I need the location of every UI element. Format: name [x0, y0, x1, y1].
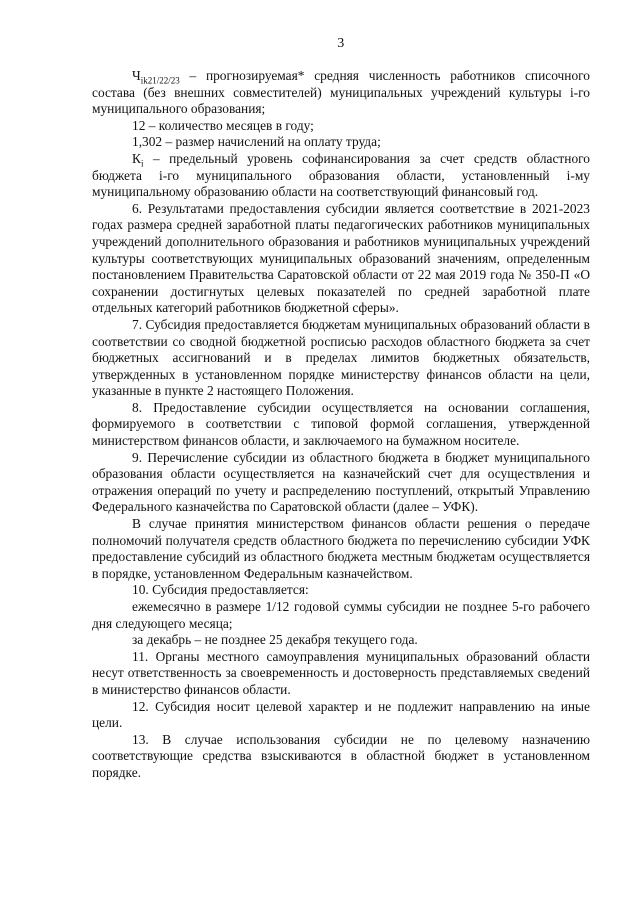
definition-months: 12 – количество месяцев в году; — [132, 117, 314, 133]
paragraph-12: 12. Субсидия носит целевой характер и не подлежит направлению на иные цели. — [92, 698, 590, 731]
paragraph-9: 9. Перечисление субсидии из областного бюджета в бюджет муниципального образования области осуществляется на казначейский счет для осуществления и отражения операций по учету и распределению поступлений, открытый Управлению Федерального казначейства по Саратовской области (далее – УФК). — [92, 449, 590, 515]
paragraph-11: 11. Органы местного самоуправления муниципальных образований области несут ответственность за своевременность и достоверность представляемых сведений в министерство финансов области. — [92, 648, 590, 697]
paragraph-10: 10. Субсидия предоставляется: — [132, 582, 309, 598]
paragraph-8: 8. Предоставление субсидии осуществляется на основании соглашения, формируемого в соответствии с типовой формой соглашения, утвержденной министерством финансов области, и заключаемого на бумажном носителе. — [92, 399, 590, 449]
document-body — [92, 68, 590, 782]
ki-symbol: К — [132, 150, 141, 166]
paragraph-7: 7. Субсидия предоставляется бюджетам муниципальных образований области в соответствии со сводной бюджетной росписью расходов областного бюджета за счет бюджетных ассигнований и в пределах лимитов бюджетных обязательств, утвержденных в установленном порядке министерству финансов области на цели, указанные в пункте 2 настоящего Положения. — [92, 316, 590, 399]
chk-symbol: Ч — [132, 68, 141, 83]
ki-subscript: i — [140, 158, 144, 169]
definition-chk — [92, 68, 590, 118]
paragraph-10-monthly: ежемесячно в размере 1/12 годовой суммы субсидии не позднее 5-го рабочего дня следующего месяца; — [92, 599, 590, 631]
chk-text: – прогнозируемая* средняя численность работников списочного состава (без внешних совместителей) муниципальных учреждений культуры i-го муниципального образования; — [92, 68, 590, 117]
paragraph-10-december: за декабрь – не позднее 25 декабря текущего года. — [132, 632, 418, 648]
paragraph-9-continued: В случае принятия министерством финансов области решения о передаче полномочий получателя средств областного бюджета по перечислению субсидии УФК предоставление субсидий из областного бюджета местным бюджетам осуществляется в порядке, установленном Федеральным казначейством. — [92, 516, 590, 581]
ki-text: – предельный уровень софинансирования за счет средств областного бюджета i-го муниципального образования области, установленный i-му муниципальному образованию области на соответствующий финансовый год. — [92, 150, 590, 200]
paragraph-6: 6. Результатами предоставления субсидии является соответствие в 2021-2023 годах размера средней заработной платы педагогических работников муниципальных учреждений дополнительного образования и работников муниципальных учреждений культуры соответствующих муниципальных образований значениям, определенным постановлением Правительства Саратовской области от 22 мая 2019 года № 350-П «О сохранении достигнутых целевых показателей по средней заработной плате отдельных категорий работников бюджетной сферы». — [92, 200, 590, 316]
definition-ki — [92, 151, 590, 201]
page-number: 3 — [337, 36, 345, 51]
paragraph-13: 13. В случае использования субсидии не по целевому назначению соответствующие средства взыскиваются в областной бюджет в установленном порядке. — [92, 731, 590, 780]
definition-charges: 1,302 – размер начислений на оплату труда; — [132, 134, 381, 150]
chk-subscript: ik21/22/23 — [140, 75, 180, 86]
